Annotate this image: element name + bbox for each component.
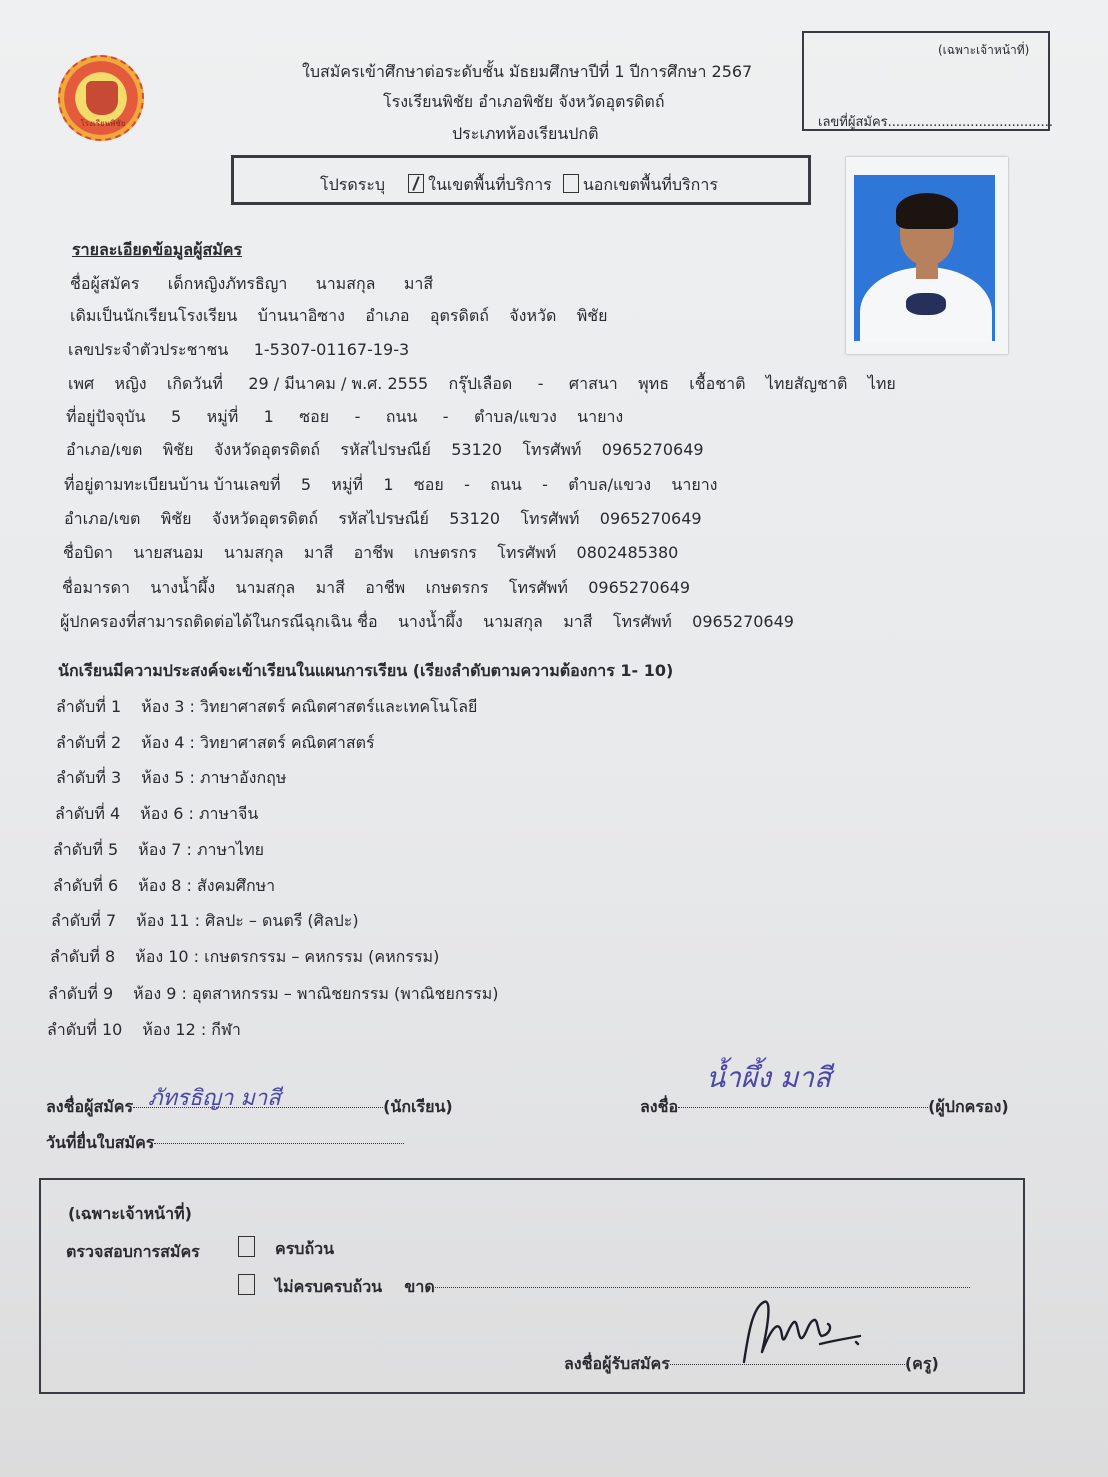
form-title: ใบสมัครเข้าศึกษาต่อระดับชั้น มัธยมศึกษาปีที่ 1 ปีการศึกษา 2567 xyxy=(302,62,753,81)
preference-item xyxy=(56,731,375,756)
preference-item xyxy=(51,909,359,934)
preference-room: ห้อง 10 : เกษตรกรรม – คหกรรม (คหกรรม) xyxy=(135,947,440,966)
school-seal-logo xyxy=(58,55,144,141)
guardian-row: ผู้ปกครองที่สามารถติดต่อได้ในกรณีฉุกเฉิน ชื่อ นางน้ำผึ้ง นามสกุล มาสี โทรศัพท์ 0965270649 xyxy=(60,612,794,631)
previous-school-row: เดิมเป็นนักเรียนโรงเรียน บ้านนาอิซาง อำเภอ อุตรดิตถ์ จังหวัด พิชัย xyxy=(70,306,608,325)
seal-text: โรงเรียนพิชัย xyxy=(80,119,126,128)
missing-items-field[interactable] xyxy=(435,1287,970,1288)
national-id: 1-5307-01167-19-3 xyxy=(253,340,410,359)
preference-rank: ลำดับที่ 4 xyxy=(55,804,121,823)
preference-rank: ลำดับที่ 7 xyxy=(51,911,117,930)
preference-item xyxy=(53,838,264,863)
preference-item xyxy=(47,1018,241,1043)
uniform-bow-icon xyxy=(906,293,946,315)
applicant-name-row: ชื่อผู้สมัคร เด็กหญิงภัทรธิญา นามสกุล มาสี xyxy=(70,274,434,293)
preference-room: ห้อง 5 : ภาษาอังกฤษ xyxy=(141,768,287,787)
preference-room: ห้อง 7 : ภาษาไทย xyxy=(138,840,264,859)
applicant-photo xyxy=(846,157,1008,354)
preference-room: ห้อง 6 : ภาษาจีน xyxy=(140,804,259,823)
preference-rank: ลำดับที่ 2 xyxy=(56,733,122,752)
preference-room: ห้อง 8 : สังคมศึกษา xyxy=(138,876,276,895)
staff-section-label: (เฉพาะเจ้าหน้าที่) xyxy=(68,1204,192,1223)
area-prompt: โปรดระบุ xyxy=(320,175,386,194)
preference-room: ห้อง 9 : อุตสาหกรรม – พาณิชยกรรม (พาณิชยกรรม) xyxy=(133,984,499,1003)
previous-school: บ้านนาอิซาง xyxy=(257,306,345,325)
preference-rank: ลำดับที่ 9 xyxy=(48,984,114,1003)
current-district-row: อำเภอ/เขต พิชัย จังหวัดอุตรดิตถ์ รหัสไปรษณีย์ 53120 โทรศัพท์ 0965270649 xyxy=(66,440,704,459)
in-area-label: ในเขตพื้นที่บริการ xyxy=(428,175,552,194)
preferences-title: นักเรียนมีความประสงค์จะเข้าเรียนในแผนการเรียน (เรียงลำดับตามความต้องการ 1- 10) xyxy=(58,661,674,680)
preference-room: ห้อง 3 : วิทยาศาสตร์ คณิตศาสตร์และเทคโนโลยี xyxy=(141,697,478,716)
complete-label: ครบถ้วน xyxy=(275,1239,335,1258)
preference-rank: ลำดับที่ 1 xyxy=(56,697,122,716)
preference-rank: ลำดับที่ 8 xyxy=(50,947,116,966)
out-area-label: นอกเขตพื้นที่บริการ xyxy=(582,175,718,194)
preference-item xyxy=(48,982,498,1007)
staff-only-box xyxy=(802,31,1053,131)
classroom-type: ประเภทห้องเรียนปกติ xyxy=(452,124,599,143)
guardian-name: นางน้ำผึ้ง xyxy=(397,612,463,631)
preference-item xyxy=(56,766,286,791)
preference-rank: ลำดับที่ 6 xyxy=(53,876,119,895)
preference-room: ห้อง 11 : ศิลปะ – ดนตรี (ศิลปะ) xyxy=(136,911,359,930)
current-address-row: ที่อยู่ปัจจุบัน 5 หมู่ที่ 1 ซอย - ถนน - ตำบล/แขวง นายาง xyxy=(66,407,624,426)
current-phone: 0965270649 xyxy=(601,440,704,459)
verification-label: ตรวจสอบการสมัคร xyxy=(66,1242,200,1261)
national-id-row: เลขประจำตัวประชาชน 1-5307-01167-19-3 xyxy=(68,340,410,359)
registered-district-row: อำเภอ/เขต พิชัย จังหวัดอุตรดิตถ์ รหัสไปรษณีย์ 53120 โทรศัพท์ 0965270649 xyxy=(64,509,702,528)
preference-item xyxy=(50,945,439,970)
incomplete-checkbox[interactable] xyxy=(238,1274,255,1295)
father-name: นายสนอม xyxy=(133,543,204,562)
preference-room: ห้อง 12 : กีฬา xyxy=(142,1020,241,1039)
applicant-name: เด็กหญิงภัทรธิญา xyxy=(167,274,288,293)
staff-only-label: (เฉพาะเจ้าหน้าที่) xyxy=(938,43,1030,57)
guardian-signature: น้ำผึ้ง มาสี xyxy=(706,1061,832,1094)
mother-row: ชื่อมารดา นางน้ำผึ้ง นามสกุล มาสี อาชีพ เกษตรกร โทรศัพท์ 0965270649 xyxy=(62,578,690,597)
submit-date-field[interactable] xyxy=(154,1143,404,1144)
staff-verification-box xyxy=(39,1178,1025,1394)
submit-date-row: วันที่ยื่นใบสมัคร xyxy=(46,1131,404,1156)
date-of-birth: 29 / มีนาคม / พ.ศ. 2555 xyxy=(248,374,429,393)
preference-rank: ลำดับที่ 10 xyxy=(47,1020,123,1039)
receiver-signature-scribble xyxy=(738,1296,868,1368)
service-area-choice xyxy=(231,155,811,205)
seal-emblem-icon xyxy=(86,81,118,115)
in-area-checkbox[interactable] xyxy=(408,174,424,193)
incomplete-label: ไม่ครบครบถ้วน xyxy=(275,1277,383,1296)
receiver-signature-row: ลงชื่อผู้รับสมัคร (ครู) xyxy=(564,1354,939,1373)
applicant-surname: มาสี xyxy=(403,274,434,293)
preference-rank: ลำดับที่ 5 xyxy=(53,840,119,859)
preference-item xyxy=(56,695,477,720)
preference-item xyxy=(53,874,275,899)
school-address: โรงเรียนพิชัย อำเภอพิชัย จังหวัดอุตรดิตถ์ xyxy=(383,92,665,111)
complete-checkbox[interactable] xyxy=(238,1236,255,1257)
applicant-signature: ภัทรธิญา มาสี xyxy=(148,1086,281,1111)
missing-label: ขาด xyxy=(404,1277,435,1296)
preference-room: ห้อง 4 : วิทยาศาสตร์ คณิตศาสตร์ xyxy=(141,733,375,752)
out-area-checkbox[interactable] xyxy=(563,174,579,193)
personal-info-row: เพศ หญิง เกิดวันที่ 29 / มีนาคม / พ.ศ. 2555 กรุ๊ปเลือด - ศาสนา พุทธ เชื้อชาติ ไทยสัญชาติ ไทย xyxy=(68,374,896,393)
application-number-field[interactable]: เลขที่ผู้สมัคร........................................ xyxy=(818,115,1053,130)
father-row: ชื่อบิดา นายสนอม นามสกุล มาสี อาชีพ เกษตรกร โทรศัพท์ 0802485380 xyxy=(63,543,679,562)
applicant-signature-row: ลงชื่อผู้สมัคร (นักเรียน) xyxy=(46,1097,453,1116)
registered-address-row: ที่อยู่ตามทะเบียนบ้าน บ้านเลขที่ 5 หมู่ที่ 1 ซอย - ถนน - ตำบล/แขวง นายาง xyxy=(64,475,718,494)
preference-rank: ลำดับที่ 3 xyxy=(56,768,122,787)
section-title: รายละเอียดข้อมูลผู้สมัคร xyxy=(72,240,243,259)
mother-name: นางน้ำผึ้ง xyxy=(150,578,216,597)
guardian-signature-row: ลงชื่อ (ผู้ปกครอง) xyxy=(640,1097,1009,1116)
preference-item xyxy=(55,802,258,827)
